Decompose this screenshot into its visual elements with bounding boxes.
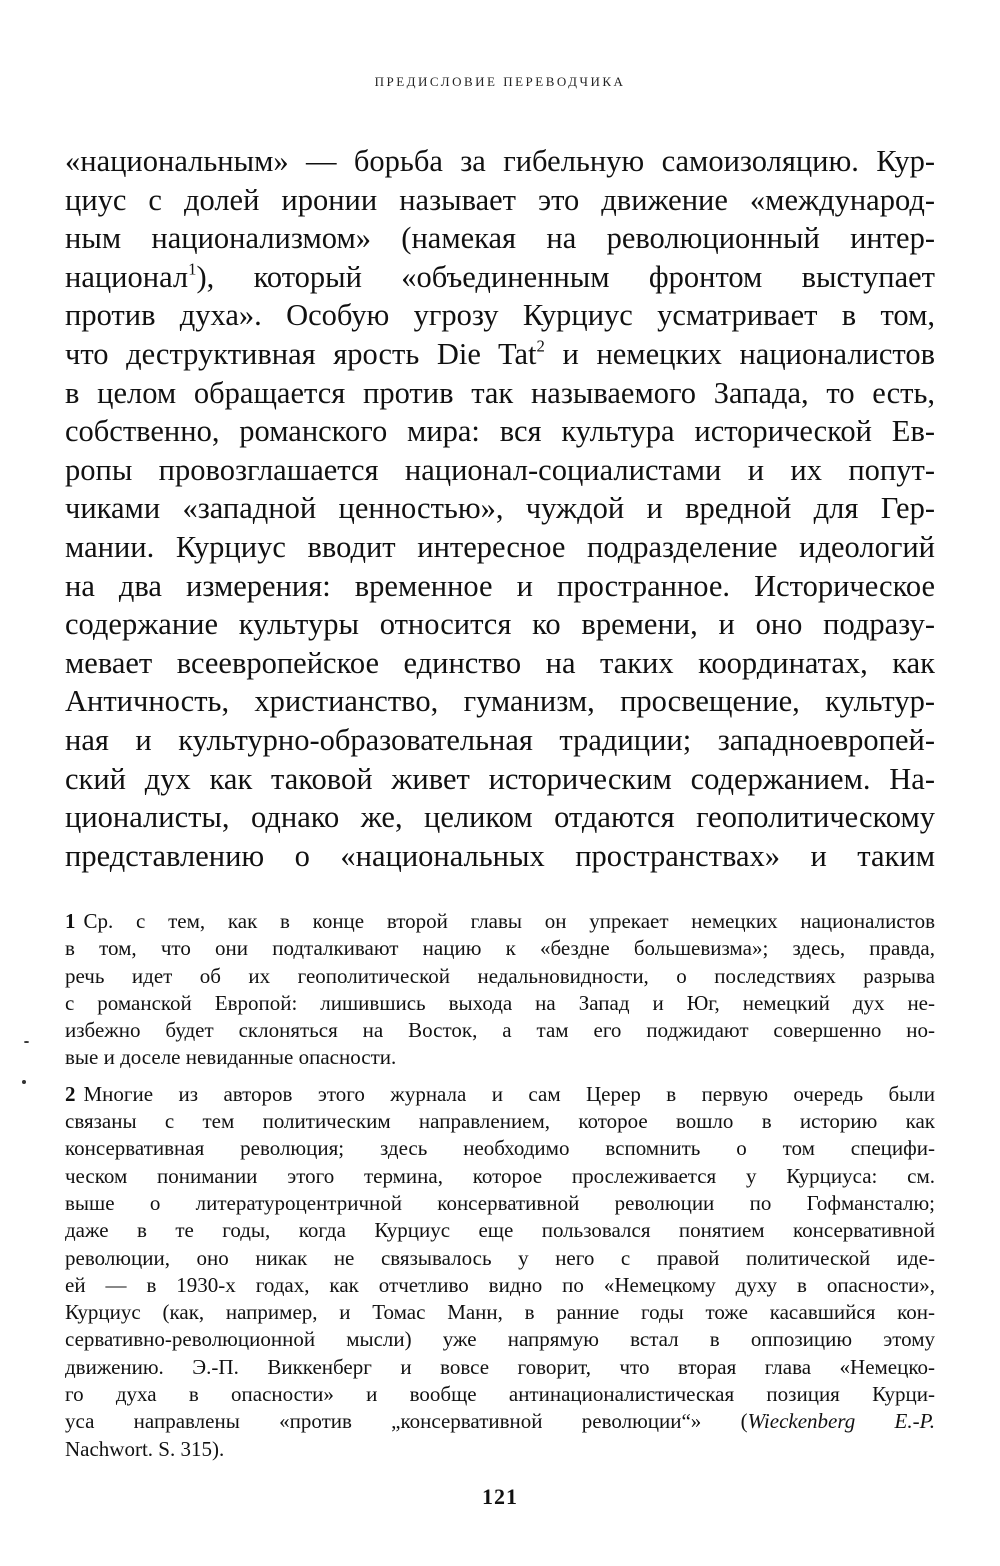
footnote-number: 1 (65, 909, 76, 933)
running-head: ПРЕДИСЛОВИЕ ПЕРЕВОДЧИКА (374, 74, 626, 89)
text-line: против духа». Особую угрозу Курциус усматривает в том, (65, 298, 935, 333)
text-line: ский дух как таковой живет историческим содержанием. На- (65, 761, 935, 796)
text-line: мании. Курциус вводит интересное подразделение идеологий (65, 529, 935, 564)
text-line (65, 258, 935, 297)
footnote-line: революции, оно никак не связывалось у него с правой политической иде- (65, 1245, 935, 1270)
text-line: содержание культуры относится ко времени, и оно подразу- (65, 607, 935, 642)
footnote-line (65, 1408, 935, 1435)
text-segment: Ср. с тем, как в конце второй главы он упрекает немецких националистов (83, 909, 935, 933)
text-line: ционалисты, однако же, целиком отдаются геополитическому (65, 800, 935, 835)
text-line: чиками «западной ценностью», чуждой и вредной для Гер- (65, 491, 935, 526)
text-line (65, 335, 935, 374)
footnote-line (65, 1081, 935, 1108)
footnote-line: Nachwort. S. 315). (65, 1436, 225, 1461)
text-line: на два измерения: временное и пространное. Историческое (65, 568, 935, 603)
footnote-line (65, 908, 935, 935)
text-line: ропы провозглашается национал-социалистами и их попут- (65, 452, 935, 487)
footnote-line: с романской Европой: лишившись выхода на Запад и Юг, немецкий дух не- (65, 990, 935, 1015)
footnote-line: речь идет об их геополитической недальновидности, о последствиях разрыва (65, 963, 935, 988)
text-line: в целом обращается против так называемого Запада, то есть, (65, 375, 935, 410)
footnote (65, 1081, 935, 1463)
main-text (65, 142, 935, 875)
footnote-line: выше о литературоцентричной консервативной революции по Гофмансталю; (65, 1190, 935, 1215)
footnote-line: Курциус (как, например, и Томас Манн, в ранние годы тоже касавшийся кон- (65, 1300, 935, 1325)
text-line: ная и культурно-образовательная традиции; западноевропей- (65, 722, 935, 757)
footnote-line: движению. Э.-П. Виккенберг и вовсе говорит, что вторая глава «Немецко- (65, 1354, 935, 1379)
footnote-line: ей — в 1930-х годах, как отчетливо видно по «Немецкому духу в опасности», (65, 1272, 935, 1297)
page-number: 121 (482, 1484, 518, 1509)
text-segment: национал (65, 259, 189, 294)
footnote-ref: 1 (188, 259, 197, 279)
text-line: циус с долей иронии называет это движение «международ- (65, 182, 935, 217)
text-line: ным национализмом» (намекая на революционный интер- (65, 221, 935, 256)
footnote-number: 2 (65, 1081, 76, 1106)
text-line: собственно, романского мира: вся культура исторической Ев- (65, 414, 935, 449)
citation-author: Wieckenberg E.-P. (747, 1409, 935, 1434)
footnote-line: го духа в опасности» и вообще антинационалистическая позиция Курци- (65, 1382, 935, 1407)
footnote-line: вые и доселе невиданные опасности. (65, 1045, 397, 1070)
footnote-ref: 2 (536, 336, 545, 356)
footnote-line: сервативно-революционной мысли) уже напрямую встал в оппозицию этому (65, 1327, 935, 1352)
text-line: мевает всеевропейское единство на таких координатах, как (65, 645, 935, 680)
text-segment: что деструктивная ярость Die Tat (65, 336, 537, 371)
footnote-line: консервативная революция; здесь необходимо вспомнить о том специфи- (65, 1136, 935, 1161)
text-segment: ), который «объединенным фронтом выступает (196, 259, 935, 294)
text-segment: Многие из авторов этого журнала и сам Церер в первую очередь были (83, 1081, 935, 1106)
footnote-line: в том, что они подталкивают нацию к «бездне большевизма»; здесь, правда, (65, 936, 935, 961)
text-line: представлению о «национальных пространствах» и таким (65, 838, 935, 873)
footnote-line: связаны с тем политическим направлением, которое вошло в историю как (65, 1109, 935, 1134)
footnote-line: избежно будет склоняться на Восток, а там его поджидают совершенно но- (65, 1018, 935, 1043)
text-line: «национальным» — борьба за гибельную самоизоляцию. Кур- (65, 144, 935, 178)
footnotes (65, 908, 935, 1472)
text-line: Античность, христианство, гуманизм, просвещение, культур- (65, 684, 935, 719)
footnote-line: ческом понимании этого термина, которое прослеживается у Курциуса: см. (65, 1163, 935, 1188)
print-speck (24, 1041, 29, 1043)
text-segment: уса направлены «против „консервативной революции“» ( (65, 1409, 748, 1434)
text-segment: и немецких националистов (544, 336, 935, 371)
print-speck (22, 1080, 26, 1084)
footnote-line: даже в те годы, когда Курциус еще пользовался понятием консервативной (65, 1218, 935, 1243)
footnote (65, 908, 935, 1072)
